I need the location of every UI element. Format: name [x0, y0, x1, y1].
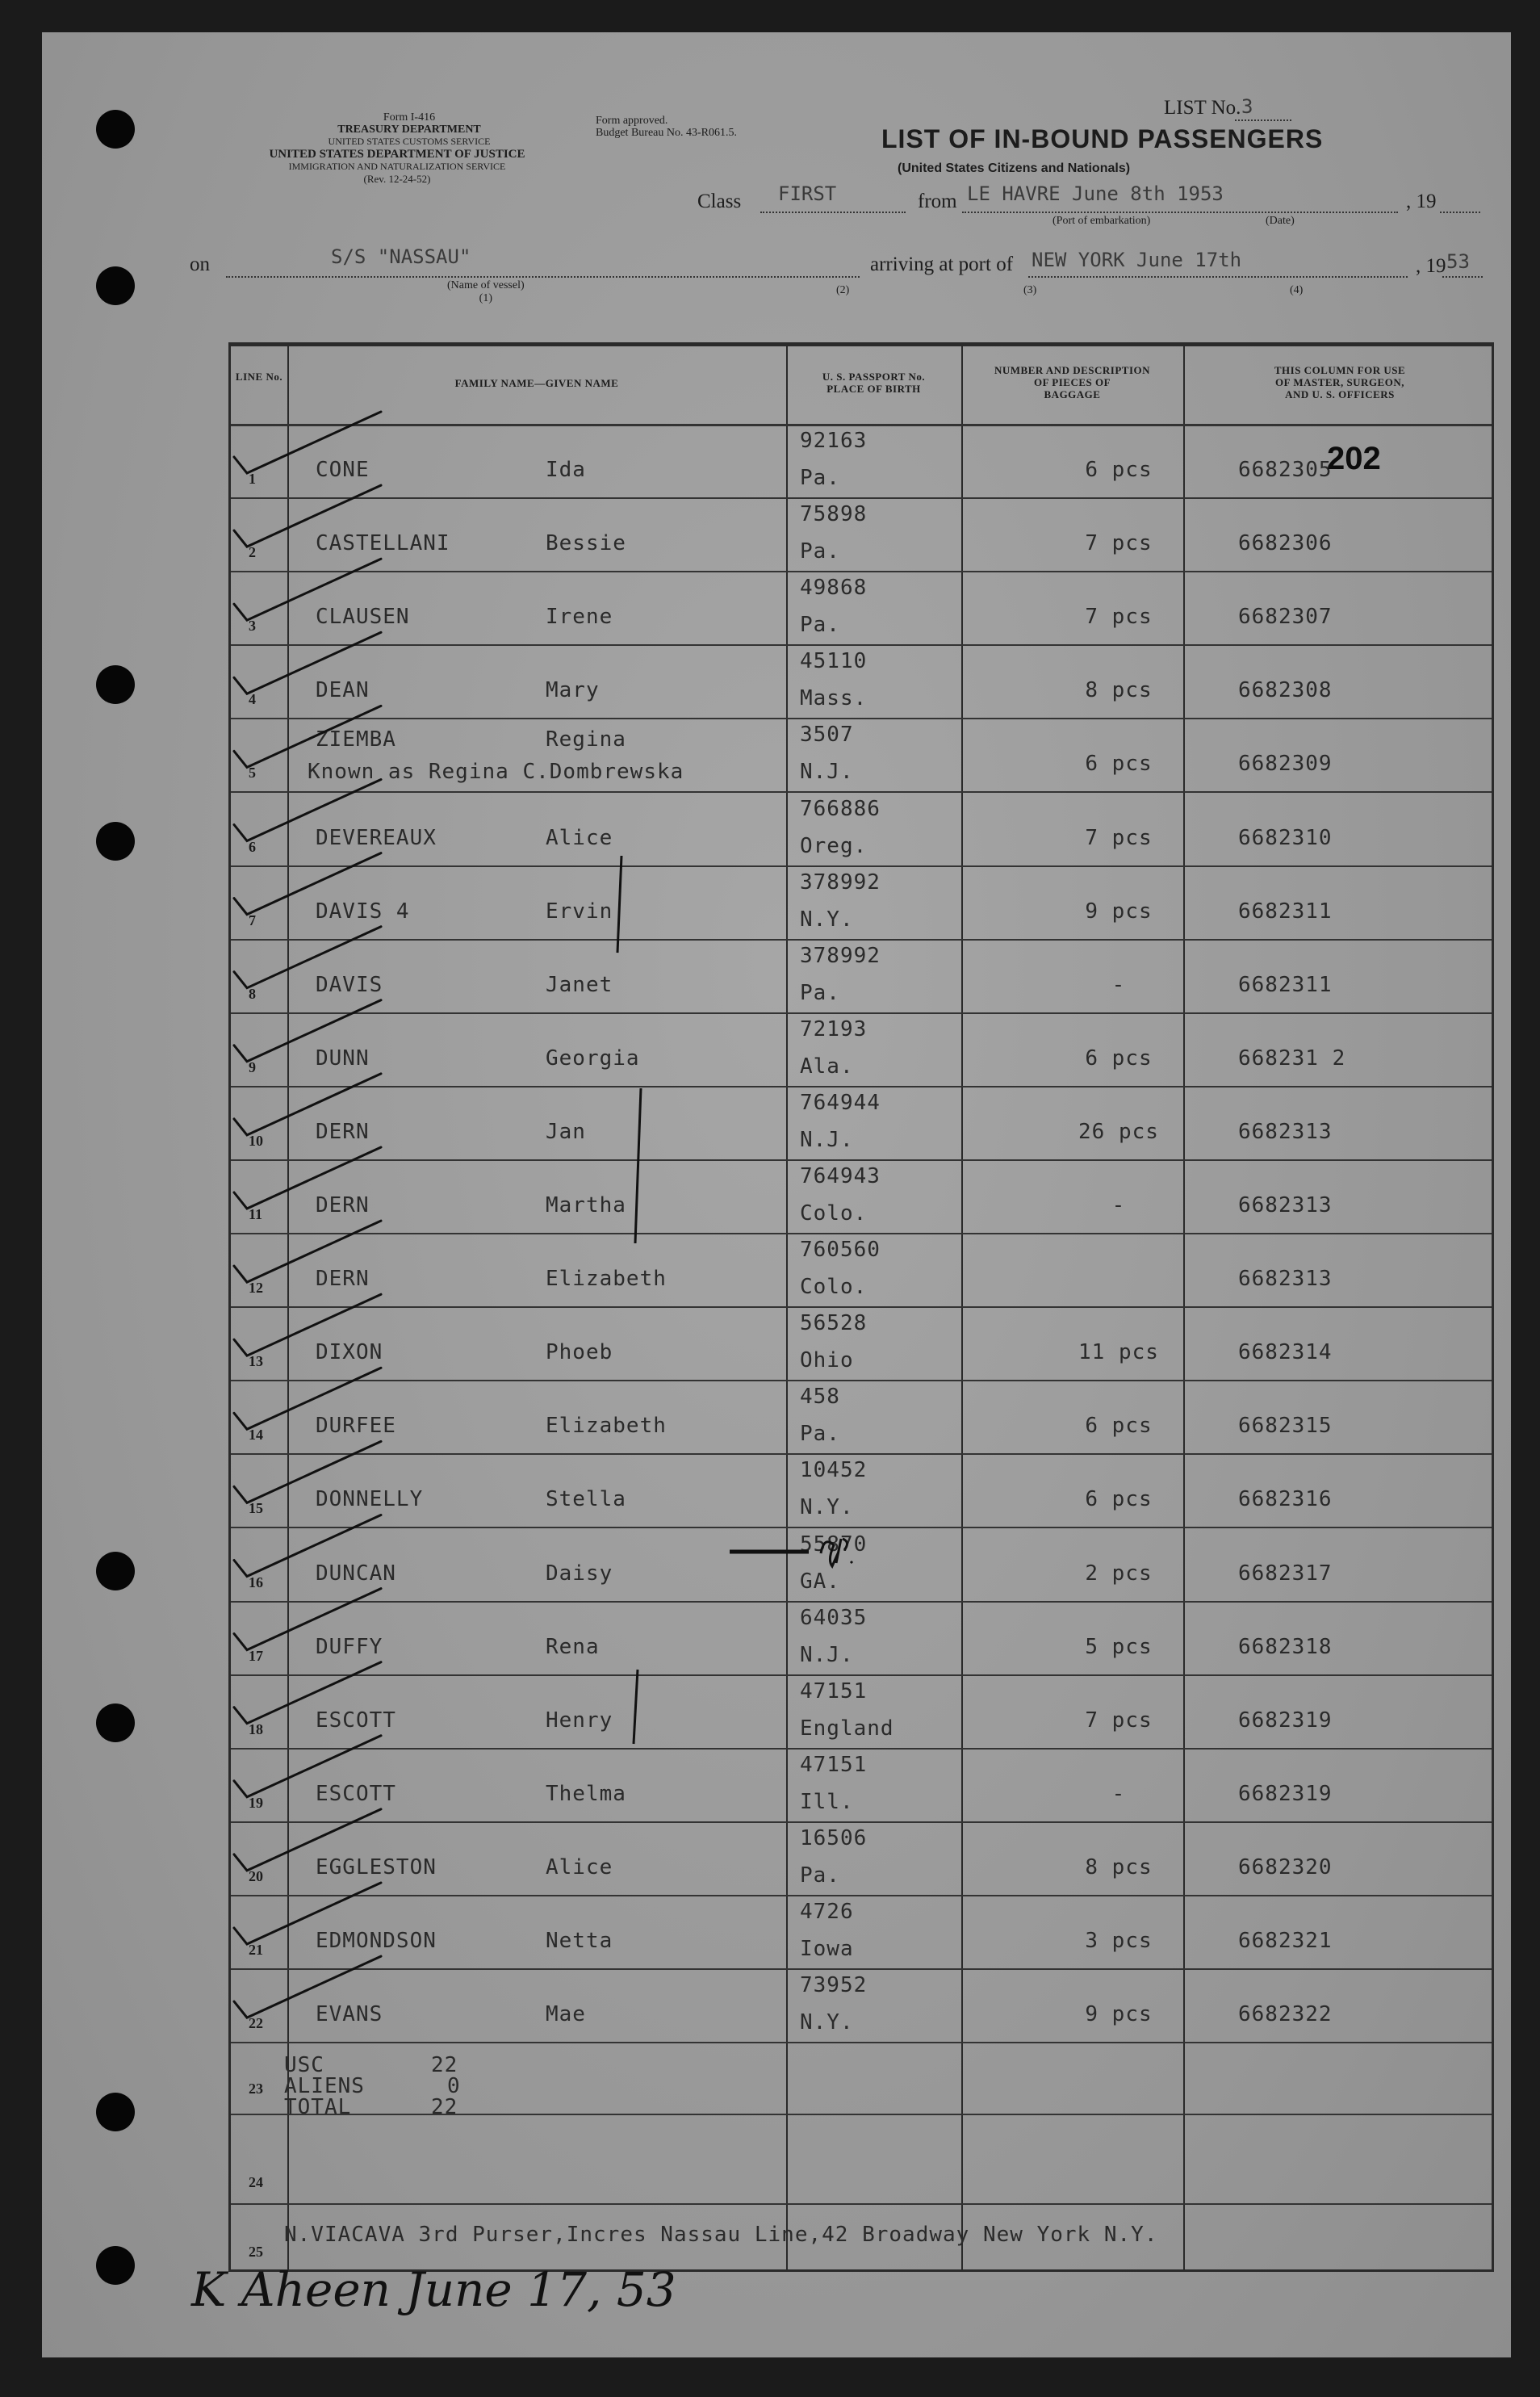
given-name: Elizabeth — [546, 1414, 667, 1439]
family-name: CLAUSEN — [316, 605, 410, 630]
passport-number: 10452 — [800, 1458, 868, 1483]
officer-number: 6682316 — [1238, 1487, 1333, 1512]
place-of-birth: Ill. — [800, 1789, 854, 1814]
family-name: DUFFY — [316, 1634, 383, 1659]
checkmark-icon — [234, 1000, 381, 1062]
family-name: EGGLESTON — [316, 1854, 437, 1879]
given-name: Georgia — [546, 1046, 640, 1071]
line-number: 16 — [249, 1574, 263, 1590]
page-title: LIST OF IN-BOUND PASSENGERS — [881, 124, 1324, 153]
arrival-year: 53 — [1446, 250, 1470, 273]
passport-number: 45110 — [800, 649, 868, 674]
officer-number: 6682318 — [1238, 1634, 1333, 1659]
place-of-birth: Pa. — [800, 980, 840, 1005]
place-of-birth: Ohio — [800, 1348, 854, 1373]
from-value: LE HAVRE June 8th 1953 — [967, 182, 1224, 205]
baggage-count: 6 pcs — [1085, 1414, 1153, 1439]
officer-signature: K Aheen June 17, 53 — [191, 2262, 676, 2317]
baggage-count: - — [1111, 1781, 1126, 1806]
given-name: Ervin — [546, 899, 613, 924]
passport-number: 4726 — [800, 1900, 854, 1924]
passport-number: 56528 — [800, 1311, 868, 1336]
officer-number: 6682311 — [1238, 972, 1333, 997]
purser-note: N.VIACAVA 3rd Purser,Incres Nassau Line,42 Broadway New York N.Y. — [284, 2223, 1158, 2247]
given-name: Alice — [546, 825, 613, 850]
line-number: 6 — [249, 838, 256, 855]
passport-number: 378992 — [800, 870, 881, 895]
inspection-checkmarks — [42, 32, 1511, 2357]
col-4-caption: (4) — [1290, 284, 1304, 296]
vessel-caption: (Name of vessel) (1) — [447, 279, 525, 304]
given-name: Thelma — [546, 1781, 626, 1806]
passport-number: 16506 — [800, 1825, 868, 1850]
total-count: 22 — [431, 2095, 458, 2119]
officer-number: 6682320 — [1238, 1854, 1333, 1879]
officer-number: 6682313 — [1238, 1267, 1333, 1292]
baggage-count: - — [1111, 1193, 1126, 1217]
officer-number: 6682317 — [1238, 1561, 1333, 1586]
passport-number: 766886 — [800, 796, 881, 821]
line-number: 4 — [249, 691, 256, 708]
place-of-birth: Pa. — [800, 1863, 840, 1888]
from-label: from — [918, 191, 957, 212]
officer-number: 668231 2 — [1238, 1046, 1346, 1071]
family-name: DAVIS 4 — [316, 899, 410, 924]
checkmark-icon — [234, 632, 381, 694]
usc-label: USC — [284, 2053, 324, 2077]
given-name: Mae — [546, 2002, 586, 2027]
place-of-birth: N.Y. — [800, 2010, 854, 2035]
given-name: Martha — [546, 1193, 626, 1217]
checkmark-icon — [234, 1441, 381, 1502]
passport-number: 47151 — [800, 1752, 868, 1777]
baggage-count: 5 pcs — [1085, 1634, 1153, 1659]
total-label: TOTAL — [284, 2095, 352, 2119]
family-name: DONNELLY — [316, 1487, 424, 1512]
col-2-caption: (2) — [836, 284, 850, 296]
family-name: CASTELLANI — [316, 531, 450, 556]
list-no-value: 3 — [1241, 95, 1253, 118]
place-of-birth: Colo. — [800, 1201, 868, 1226]
page-subtitle: (United States Citizens and Nationals) — [898, 161, 1131, 175]
passport-number: 378992 — [800, 943, 881, 968]
line-number: 14 — [249, 1427, 263, 1444]
class-value: FIRST — [778, 182, 837, 205]
alias-note: Known as Regina C.Dombrewska — [308, 760, 684, 785]
place-of-birth: Mass. — [800, 686, 868, 711]
family-name: DERN — [316, 1267, 370, 1292]
given-name: Mary — [546, 678, 600, 703]
baggage-count: 6 pcs — [1085, 1487, 1153, 1512]
officer-number: 6682305 — [1238, 458, 1333, 482]
officer-number: 6682314 — [1238, 1340, 1333, 1365]
agency-block: UNITED STATES DEPARTMENT OF JUSTICE IMMIGRATION AND NATURALIZATION SERVICE (Rev. 12-24-52) — [269, 148, 525, 185]
baggage-count: - — [1111, 972, 1126, 997]
family-name: DERN — [316, 1193, 370, 1217]
line-number: 15 — [249, 1500, 263, 1517]
baggage-count: 6 pcs — [1085, 752, 1153, 777]
given-name: Regina — [546, 727, 626, 752]
col-header-passport: U. S. PASSPORT No. PLACE OF BIRTH — [822, 371, 926, 395]
given-name: Stella — [546, 1487, 626, 1512]
officer-number: 6682310 — [1238, 825, 1333, 850]
usc-count: 22 — [431, 2053, 458, 2077]
passport-number: 764943 — [800, 1164, 881, 1188]
family-name: EVANS — [316, 2002, 383, 2027]
baggage-count: 8 pcs — [1085, 1854, 1153, 1879]
line-number: 1 — [249, 471, 256, 487]
family-name: DEAN — [316, 678, 370, 703]
col-header-officers: THIS COLUMN FOR USE OF MASTER, SURGEON, AND U. S. OFFICERS — [1274, 364, 1406, 400]
officer-number: 6682306 — [1238, 531, 1333, 556]
officer-number: 6682311 — [1238, 899, 1333, 924]
family-name: EDMONDSON — [316, 1929, 437, 1953]
arrival-year-prefix: , 19 — [1416, 255, 1446, 277]
baggage-count: 6 pcs — [1085, 458, 1153, 482]
officer-number: 6682321 — [1238, 1929, 1333, 1953]
checkmark-icon — [234, 412, 381, 473]
family-name: DURFEE — [316, 1414, 396, 1439]
place-of-birth: Oreg. — [800, 833, 868, 858]
family-name: DERN — [316, 1119, 370, 1144]
place-of-birth: Pa. — [800, 613, 840, 638]
baggage-count: 8 pcs — [1085, 678, 1153, 703]
baggage-count: 3 pcs — [1085, 1929, 1153, 1953]
class-label: Class — [697, 191, 742, 212]
on-label: on — [190, 254, 210, 275]
checkmark-icon — [234, 1368, 381, 1429]
line-number: 21 — [249, 1942, 263, 1958]
officer-number: 6682313 — [1238, 1193, 1333, 1217]
passenger-table: LINE No. FAMILY NAME—GIVEN NAME U. S. PASSPORT No. PLACE OF BIRTH NUMBER AND DESCRIPTION OF PIECES OF BAGGAGE THIS COLUMN FOR USE OF MASTER, SURGEON, AND U. S. OFFICERS 1 CONE Ida 92163 Pa. 6 pcs 6682305 2 CASTELLANI Bessie 75898 Pa. 7 pcs 6682306 3 CLAUSEN Irene 49868 Pa. 7 pcs 6682307 4 DEAN Mary 45110 Mass. 8 pcs 6682308 5 ZIEMBA Regina 3507 N.J. 6 pcs 6682309 Known as Regina C.Dombrewska 6 DEVEREAUX Alice 766886 Oreg. 7 pcs 6682310 7 DAVIS 4 Ervin 378992 N.Y. 9 pcs 6682311 8 DAVIS Janet 378992 Pa. - 6682311 9 DUNN Georgia 72193 Ala. 6 pcs 668231 2 10 DERN Jan 764944 N.J. 26 pcs 6682313 11 DERN Martha 764943 Colo. - 6682313 12 DERN Elizabeth 760560 Colo. 6682313 13 DIXON Phoeb 56528 Ohio 11 pcs 6682314 14 DURFEE Elizabeth 458 Pa. 6 pcs 6682315 15 DONNELLY Stella 10452 N.Y. 6 pcs 6682316 16 DUNCAN Daisy 55870 GA. 2 pcs 6682317 17 DUFFY Rena 64035 N.J. 5 pcs 6682318 18 ESCOTT Henry 47151 England 7 pcs 6682319 19 ESCOTT Thelma 47151 Ill. - 6682319 20 EGGLESTON Alice 16506 Pa. 8 pcs 6682320 21 EDMONDSON Netta 4726 Iowa 3 pcs 6682321 22 EVANS Mae 73952 N.Y. 9 pcs 6682322 23 USC 22 ALIENS 0 TOTAL 22 24 25 N.VIACAVA 3rd Purser,Incres Nassau Line,42 Broadway New York N.Y. — [228, 342, 1494, 2272]
passport-number: 55870 — [800, 1532, 868, 1557]
place-of-birth: N.J. — [800, 1642, 854, 1667]
place-of-birth: N.Y. — [800, 1495, 854, 1520]
arriving-label: arriving at port of — [870, 254, 1014, 275]
checkmark-icon — [234, 1736, 381, 1797]
checkmark-icon — [234, 1515, 381, 1577]
given-name: Phoeb — [546, 1340, 613, 1365]
form-approval: Form approved. Budget Bureau No. 43-R061.5. — [596, 115, 737, 139]
checkmark-icon — [234, 1956, 381, 2018]
baggage-count: 2 pcs — [1085, 1561, 1153, 1586]
port-caption: (Port of embarkation) — [1052, 215, 1151, 227]
given-name: Daisy — [546, 1561, 613, 1586]
passport-number: 458 — [800, 1385, 840, 1410]
place-of-birth: GA. — [800, 1569, 840, 1594]
page-number-stamp: 202 — [1327, 441, 1381, 476]
line-number: 8 — [249, 985, 256, 1002]
officer-number: 6682315 — [1238, 1414, 1333, 1439]
place-of-birth: England — [800, 1716, 894, 1741]
officer-number: 6682319 — [1238, 1781, 1333, 1806]
baggage-count: 7 pcs — [1085, 531, 1153, 556]
line-number: 12 — [249, 1280, 263, 1297]
place-of-birth: Ala. — [800, 1054, 854, 1079]
family-name: DAVIS — [316, 972, 383, 997]
baggage-count: 6 pcs — [1085, 1046, 1153, 1071]
line-number: 17 — [249, 1647, 263, 1664]
col-header-name: FAMILY NAME—GIVEN NAME — [454, 377, 619, 389]
family-name: DEVEREAUX — [316, 825, 437, 850]
baggage-count: 7 pcs — [1085, 605, 1153, 630]
given-name: Henry — [546, 1708, 613, 1733]
family-name: DUNCAN — [316, 1561, 396, 1586]
given-name: Netta — [546, 1929, 613, 1953]
family-name: ESCOTT — [316, 1781, 396, 1806]
given-name: Janet — [546, 972, 613, 997]
line-number: 19 — [249, 1794, 263, 1811]
place-of-birth: N.Y. — [800, 907, 854, 932]
baggage-count: 9 pcs — [1085, 2002, 1153, 2027]
checkmark-icon — [234, 927, 381, 988]
passport-number: 73952 — [800, 1973, 868, 1998]
col-header-baggage: NUMBER AND DESCRIPTION OF PIECES OF BAGGAGE — [994, 364, 1151, 400]
line-number: 9 — [249, 1058, 256, 1075]
family-name: ESCOTT — [316, 1708, 396, 1733]
summary-row: 23 USC 22 ALIENS 0 TOTAL 22 — [249, 2053, 461, 2119]
checkmark-icon — [234, 1221, 381, 1282]
given-name: Irene — [546, 605, 613, 630]
line-number: 13 — [249, 1353, 263, 1370]
line-number: 5 — [249, 765, 256, 782]
family-name: DIXON — [316, 1340, 383, 1365]
place-of-birth: Iowa — [800, 1937, 854, 1961]
passport-number: 47151 — [800, 1678, 868, 1703]
form-number: Form I-416 TREASURY DEPARTMENT UNITED STATES CUSTOMS SERVICE — [328, 111, 491, 147]
officer-number: 6682313 — [1238, 1119, 1333, 1144]
checkmark-icon — [234, 1589, 381, 1650]
officer-number: 6682308 — [1238, 678, 1333, 703]
line-number: 10 — [249, 1132, 263, 1149]
checkmark-icon — [234, 1147, 381, 1209]
passport-number: 764944 — [800, 1090, 881, 1115]
line-number: 3 — [249, 618, 256, 635]
officer-number: 6682309 — [1238, 752, 1333, 777]
officer-number: 6682319 — [1238, 1708, 1333, 1733]
place-of-birth: N.J. — [800, 1127, 854, 1152]
passport-number: 72193 — [800, 1016, 868, 1041]
given-name: Jan — [546, 1119, 586, 1144]
baggage-count: 7 pcs — [1085, 1708, 1153, 1733]
checkmark-icon — [234, 1294, 381, 1356]
date-caption: (Date) — [1266, 215, 1295, 227]
given-name: Elizabeth — [546, 1267, 667, 1292]
checkmark-icon — [234, 559, 381, 620]
checkmark-icon — [234, 485, 381, 547]
checkmark-icon — [234, 1883, 381, 1944]
place-of-birth: Pa. — [800, 466, 840, 490]
given-name: Alice — [546, 1854, 613, 1879]
baggage-count: 9 pcs — [1085, 899, 1153, 924]
family-name: CONE — [316, 458, 370, 482]
line-number: 2 — [249, 544, 256, 561]
place-of-birth: Pa. — [800, 1422, 840, 1447]
list-no-label: LIST No. — [1164, 97, 1241, 119]
arrival-value: NEW YORK June 17th — [1032, 249, 1242, 271]
place-of-birth: N.J. — [800, 760, 854, 785]
officer-number: 6682307 — [1238, 605, 1333, 630]
family-name: ZIEMBA — [316, 727, 396, 752]
baggage-count: 26 pcs — [1078, 1119, 1159, 1144]
col-header-line: LINE No. — [235, 371, 283, 383]
place-of-birth: Pa. — [800, 539, 840, 564]
line-number: 20 — [249, 1867, 263, 1884]
place-of-birth: Colo. — [800, 1275, 868, 1300]
passport-number: 3507 — [800, 723, 854, 748]
passport-number: 64035 — [800, 1605, 868, 1630]
col-3-caption: (3) — [1023, 284, 1037, 296]
checkmark-icon — [234, 853, 381, 915]
checkmark-icon — [234, 1809, 381, 1871]
given-name: Rena — [546, 1634, 600, 1659]
given-name: Bessie — [546, 531, 626, 556]
baggage-count: 11 pcs — [1078, 1340, 1159, 1365]
line-number: 7 — [249, 911, 256, 928]
document-page — [42, 32, 1511, 2357]
passport-number: 75898 — [800, 502, 868, 527]
year-prefix: , 19 — [1406, 191, 1437, 212]
aliens-count: 0 — [447, 2074, 461, 2098]
checkmark-icon — [234, 1662, 381, 1724]
checkmark-icon — [234, 706, 381, 767]
checkmark-icon — [234, 780, 381, 841]
passport-number: 92163 — [800, 429, 868, 453]
line-number: 22 — [249, 2015, 263, 2032]
passport-number: 760560 — [800, 1238, 881, 1263]
line-number: 11 — [249, 1206, 263, 1222]
passport-number: 49868 — [800, 576, 868, 601]
baggage-count: 7 pcs — [1085, 825, 1153, 850]
vessel-value: S/S "NASSAU" — [331, 245, 471, 268]
line-number: 18 — [249, 1720, 263, 1737]
aliens-label: ALIENS — [284, 2074, 365, 2098]
given-name: Ida — [546, 458, 586, 482]
officer-number: 6682322 — [1238, 2002, 1333, 2027]
family-name: DUNN — [316, 1046, 370, 1071]
checkmark-icon — [234, 1074, 381, 1135]
